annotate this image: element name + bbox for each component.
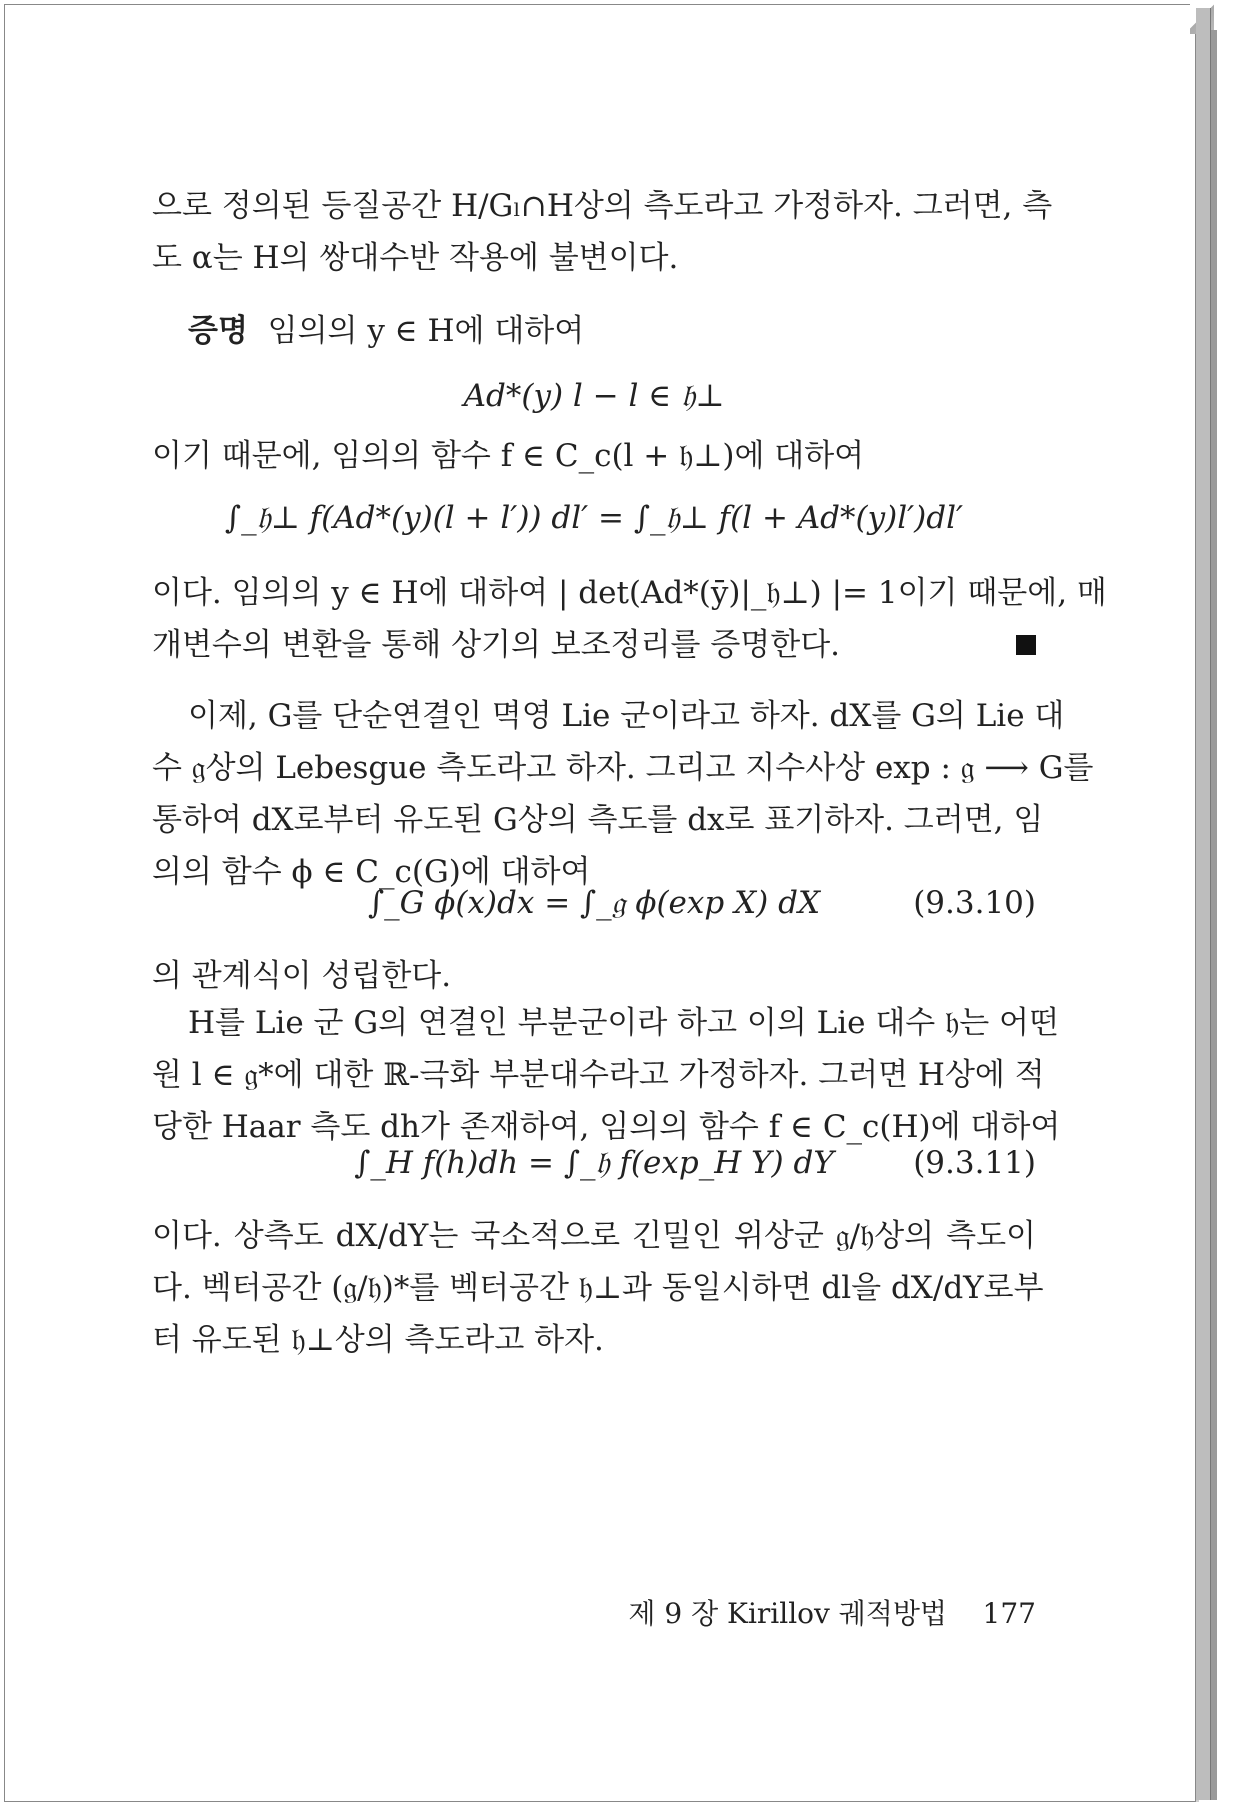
text-line: 의 관계식이 성립한다. <box>152 958 452 994</box>
proof-intro-text: 임의의 y ∈ H에 대하여 <box>267 313 585 349</box>
text-line: 의의 함수 ϕ ∈ C_c(G)에 대하여 <box>152 854 591 890</box>
paragraph-subgroup <box>152 997 1061 1153</box>
text-line: 원 l ∈ 𝔤*에 대한 ℝ-극화 부분대수라고 가정하자. 그러면 H상에 적 <box>152 1057 1045 1093</box>
text-line: 당한 Haar 측도 dh가 존재하여, 임의의 함수 f ∈ C_c(H)에 대하여 <box>152 1109 1061 1145</box>
paragraph-relation <box>152 950 1036 1002</box>
text-line: 도 α는 H의 쌍대수반 작용에 불변이다. <box>152 240 679 276</box>
equation-formula: ∫_H f(h)dh = ∫_𝔥 f(exp_H Y) dY <box>354 1145 834 1181</box>
equation-adjoint <box>152 378 1036 415</box>
text-line: H를 Lie 군 G의 연결인 부분군이라 하고 이의 Lie 대수 𝔥는 어떤 <box>188 1005 1059 1041</box>
equation-formula: Ad*(y) l − l ∈ 𝔥⊥ <box>463 378 725 414</box>
text-line: 이다. 임의의 y ∈ H에 대하여 | det(Ad*(ȳ)|_𝔥⊥) |= 1이기 때문에, 매 <box>152 575 1107 611</box>
page-edge <box>1196 8 1211 1800</box>
equation-integral-invariance <box>152 500 1036 537</box>
text-line: 으로 정의된 등질공간 H/Gₗ∩H상의 측도라고 가정하자. 그러면, 측 <box>152 188 1053 224</box>
text-line: 다. 벡터공간 (𝔤/𝔥)*를 벡터공간 𝔥⊥과 동일시하면 dl을 dX/dY로부 <box>152 1270 1044 1306</box>
text-line: 이기 때문에, 임의의 함수 f ∈ C_c(l + 𝔥⊥)에 대하여 <box>152 438 865 474</box>
proof-conclusion <box>152 567 1107 671</box>
equation-number: (9.3.11) <box>913 1145 1036 1181</box>
text-line: 터 유도된 𝔥⊥상의 측도라고 하자. <box>152 1322 604 1358</box>
chapter-title: 제 9 장 Kirillov 궤적방법 <box>628 1597 947 1630</box>
paragraph-quotient-measure <box>152 1210 1044 1366</box>
text-line: 통하여 dX로부터 유도된 G상의 측도를 dx로 표기하자. 그러면, 임 <box>152 802 1044 838</box>
proof-intro <box>152 305 1036 357</box>
paragraph-lie-group <box>152 690 1094 898</box>
text-line: 수 𝔤상의 Lebesgue 측도라고 하자. 그리고 지수사상 exp : 𝔤 ⟶ G를 <box>152 750 1094 786</box>
equation-9-3-10 <box>152 885 1036 922</box>
page-footer <box>152 1592 1036 1632</box>
text-line: 이다. 상측도 dX/dY는 국소적으로 긴밀인 위상군 𝔤/𝔥상의 측도이 <box>152 1218 1036 1254</box>
proof-since-line <box>152 430 1036 482</box>
equation-9-3-11 <box>152 1145 1036 1182</box>
text-line: 개변수의 변환을 통해 상기의 보조정리를 증명한다. <box>152 627 840 663</box>
equation-formula: ∫_G ϕ(x)dx = ∫_𝔤 ϕ(exp X) dX <box>367 885 821 921</box>
equation-formula: ∫_𝔥⊥ f(Ad*(y)(l + l′)) dl′ = ∫_𝔥⊥ f(l + Ad*(y)l′)dl′ <box>224 500 964 536</box>
proof-label: 증명 <box>188 313 248 349</box>
qed-square-icon <box>1016 635 1036 655</box>
page-number: 177 <box>982 1597 1036 1630</box>
text-line: 이제, G를 단순연결인 멱영 Lie 군이라고 하자. dX를 G의 Lie 대 <box>188 698 1065 734</box>
equation-number: (9.3.10) <box>913 885 1036 921</box>
paragraph-lemma-end <box>152 180 1053 284</box>
page-edge-shadow <box>1211 30 1217 1800</box>
